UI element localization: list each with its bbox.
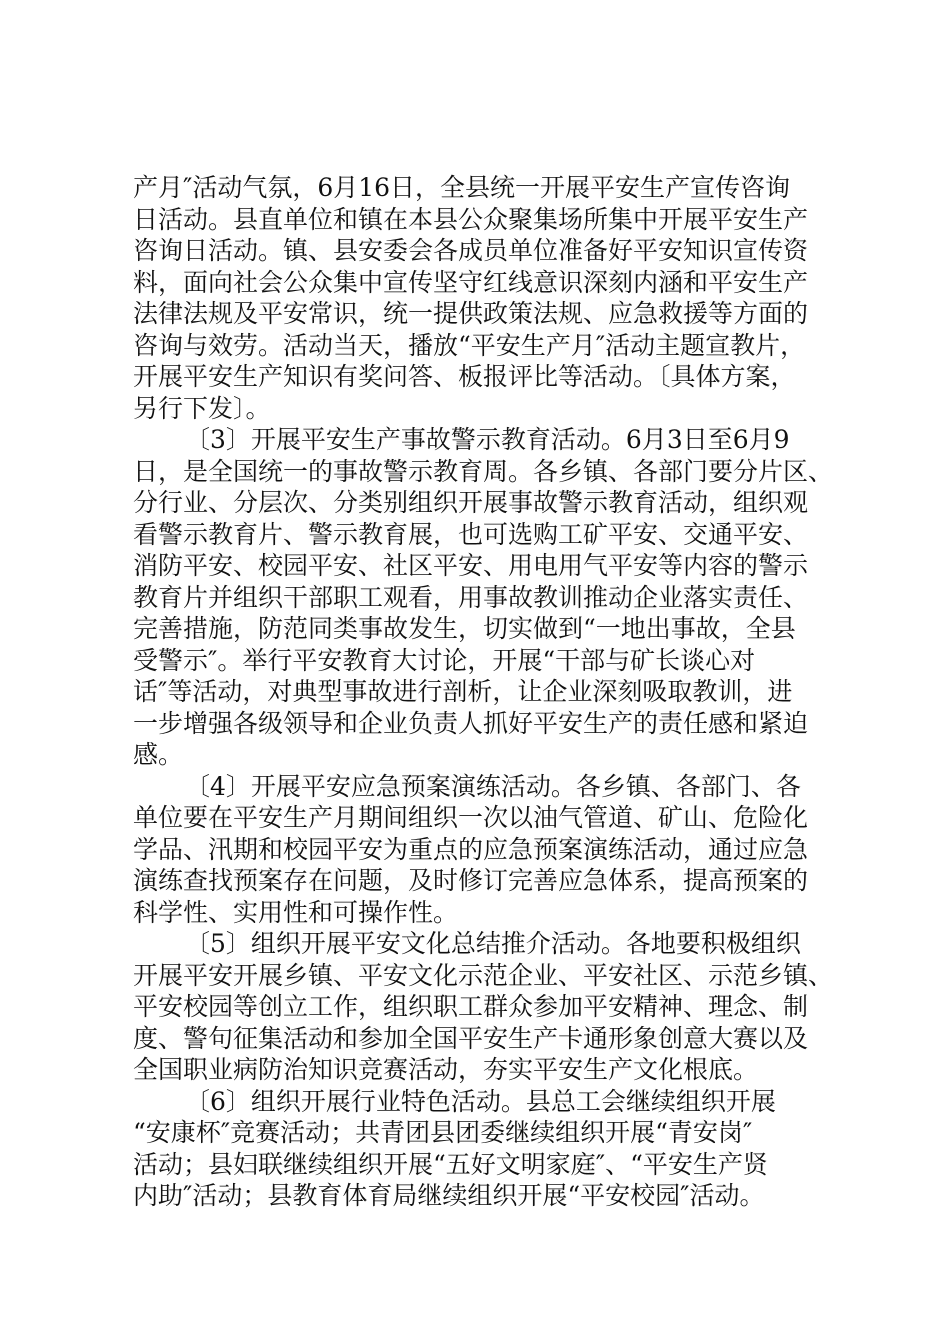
text-line: 感。	[133, 740, 184, 769]
text-line: 另行下发〕。	[133, 393, 271, 423]
text-line: 话″等活动，对典型事故进行剖析，让企业深刻吸取教训，进	[133, 677, 793, 706]
text-line: 演练查找预案存在问题，及时修订完善应急体系，提高预案的	[133, 866, 809, 895]
text-line: 日活动。县直单位和镇在本县公众聚集场所集中开展平安生产	[133, 204, 809, 234]
text-line: 受警示″。举行平安教育大讨论，开展“干部与矿长谈心对	[133, 645, 756, 675]
text-line: 日，是全国统一的事故警示教育周。各乡镇、各部门要分片区、	[133, 456, 834, 486]
text-line: 活动；县妇联继续组织开展“五好文明家庭″、“平安生产贤	[133, 1149, 768, 1179]
text-line: 单位要在平安生产月期间组织一次以油气管道、矿山、危险化	[133, 803, 809, 832]
text-line: 度、警句征集活动和参加全国平安生产卡通形象创意大赛以及	[133, 1023, 809, 1053]
text-line: 分行业、分层次、分类别组织开展事故警示教育活动，组织观	[133, 488, 809, 517]
body-text	[133, 172, 838, 1212]
text-line: 内助″活动；县教育体育局继续组织开展“平安校园″活动。	[133, 1181, 765, 1210]
paragraph-start-line: 〔3〕开展平安生产事故警示教育活动。6月3日至6月9	[185, 425, 790, 454]
text-line: 咨询与效劳。活动当天，播放“平安生产月″活动主题宣教片，	[133, 330, 806, 360]
text-line: 完善措施，防范同类事故发生，切实做到“一地出事故，全县	[133, 614, 796, 643]
text-line: 一步增强各级领导和企业负责人抓好平安生产的责任感和紧迫	[133, 708, 809, 738]
text-line: 开展平安生产知识有奖问答、板报评比等活动。〔具体方案，	[133, 362, 796, 391]
text-line: 消防平安、校园平安、社区平安、用电用气平安等内容的警示	[133, 551, 809, 580]
paragraph-start-line: 〔4〕开展平安应急预案演练活动。各乡镇、各部门、各	[185, 771, 801, 801]
text-line: 教育片并组织干部职工观看，用事故教训推动企业落实责任、	[133, 582, 809, 612]
text-line: “安康杯″竞赛活动；共青团县团委继续组织开展“青安岗″	[133, 1118, 753, 1147]
text-line: 产月″活动气氛，6月16日，全县统一开展平安生产宣传咨询	[133, 173, 791, 202]
text-line: 平安校园等创立工作，组织职工群众参加平安精神、理念、制	[133, 992, 809, 1021]
text-line: 看警示教育片、警示教育展，也可选购工矿平安、交通平安、	[133, 519, 809, 549]
paragraph-start-line: 〔5〕组织开展平安文化总结推介活动。各地要积极组织	[185, 929, 801, 958]
text-line: 科学性、实用性和可操作性。	[133, 897, 459, 927]
text-line: 法律法规及平安常识，统一提供政策法规、应急救援等方面的	[133, 299, 809, 328]
paragraph-start-line: 〔6〕组织开展行业特色活动。县总工会继续组织开展	[185, 1086, 776, 1116]
text-line: 学品、汛期和校园平安为重点的应急预案演练活动，通过应急	[133, 834, 809, 864]
text-line: 咨询日活动。镇、县安委会各成员单位准备好平安知识宣传资	[133, 236, 809, 265]
text-line: 开展平安开展乡镇、平安文化示范企业、平安社区、示范乡镇、	[133, 960, 834, 990]
text-line: 全国职业病防治知识竞赛活动，夯实平安生产文化根底。	[133, 1055, 759, 1084]
text-line: 料，面向社会公众集中宣传坚守红线意识深刻内涵和平安生产	[133, 267, 809, 297]
